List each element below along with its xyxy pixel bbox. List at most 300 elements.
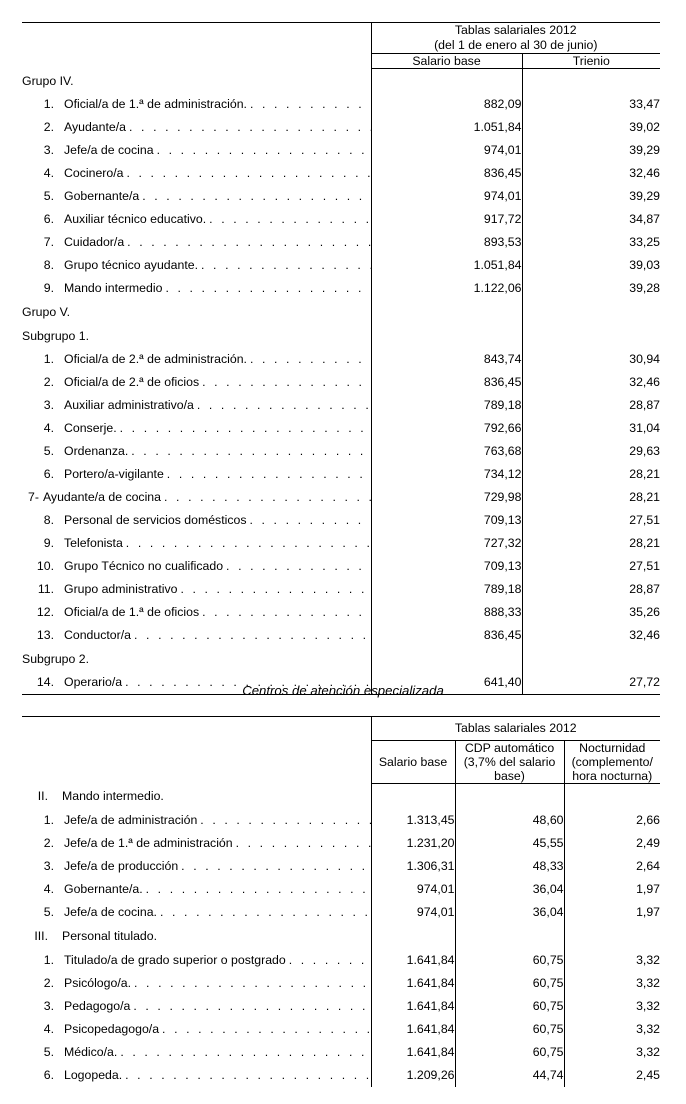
salary-table-group-iv-v (22, 22, 660, 695)
cell-salario-base: 893,53 (371, 231, 522, 254)
table2-col-cdp-line3: base) (494, 769, 525, 783)
row-index: 3. (43, 999, 54, 1013)
table1-header-period-line2: (del 1 de enero al 30 de junio) (434, 38, 598, 52)
row-label-cell (22, 417, 371, 440)
row-index: 8. (43, 258, 54, 272)
row-index: 12. (36, 605, 54, 619)
cell-salario-base: 1.313,45 (371, 809, 455, 832)
row-label-cell (22, 371, 371, 394)
row-index: 1. (43, 352, 54, 366)
row-name: Logopeda. (64, 1068, 123, 1082)
table1-col-salario-base: Salario base (371, 54, 522, 69)
cell-trienio: 35,26 (522, 601, 660, 624)
row-label-cell (22, 509, 371, 532)
row-name: Mando intermedio (64, 281, 163, 295)
row-label (22, 882, 371, 896)
row-label (22, 605, 371, 619)
cell-salario-base: 709,13 (371, 555, 522, 578)
table-row (22, 417, 660, 440)
cell-trienio: 30,94 (522, 348, 660, 371)
leader-dots (209, 212, 370, 226)
row-label-cell (22, 162, 371, 185)
row-index: 3. (43, 398, 54, 412)
row-label (22, 212, 371, 226)
cell-salario-base: 792,66 (371, 417, 522, 440)
leader-dots (134, 976, 371, 990)
section-roman-numeral: III. (34, 929, 48, 943)
row-label (22, 1022, 371, 1036)
row-name: Titulado/a de grado superior o postgrado (64, 953, 286, 967)
table-row (22, 1041, 660, 1064)
cell-salario-base: 843,74 (371, 348, 522, 371)
row-index: 1. (43, 953, 54, 967)
cell-cdp-automatico: 48,33 (455, 855, 564, 878)
section-caption-centros-atencion-especializada: Centros de atención especializada (242, 683, 444, 698)
row-index: 2. (43, 836, 54, 850)
row-index: 9. (43, 536, 54, 550)
row-index: 6. (43, 212, 54, 226)
row-label (22, 953, 371, 967)
row-label (22, 490, 371, 504)
leader-dots (146, 882, 371, 896)
table2-corner-cell (22, 717, 371, 741)
leader-dots (157, 143, 371, 157)
cell-trienio: 34,87 (522, 208, 660, 231)
cell-nocturnidad: 2,66 (564, 809, 660, 832)
section-heading-label: Personal titulado. (62, 929, 158, 943)
row-name: Psicólogo/a. (64, 976, 131, 990)
leader-dots (250, 97, 371, 111)
cell-trienio: 27,51 (522, 509, 660, 532)
row-label (22, 999, 371, 1013)
table-heading-row (22, 784, 660, 809)
table2-header (22, 717, 660, 784)
table-row (22, 116, 660, 139)
empty-cell (371, 647, 522, 671)
subgroup-heading: Subgrupo 2. (22, 651, 90, 666)
leader-dots (181, 859, 370, 873)
row-index: 5. (43, 1045, 54, 1059)
row-name: Grupo administrativo (64, 582, 178, 596)
table-row (22, 463, 660, 486)
leader-dots (120, 421, 371, 435)
row-name: Jefe/a de cocina (64, 143, 154, 157)
empty-cell (564, 924, 660, 949)
row-label-cell (22, 949, 371, 972)
row-label-cell (22, 1064, 371, 1087)
row-label (22, 467, 371, 481)
leader-dots (201, 258, 371, 272)
cell-trienio: 28,87 (522, 578, 660, 601)
row-label (22, 976, 371, 990)
table-row (22, 254, 660, 277)
cell-trienio: 27,72 (522, 671, 660, 695)
cell-trienio: 28,87 (522, 394, 660, 417)
row-label (22, 120, 371, 134)
cell-salario-base: 888,33 (371, 601, 522, 624)
leader-dots (120, 1045, 370, 1059)
cell-salario-base: 1.231,20 (371, 832, 455, 855)
table-heading-row (22, 924, 660, 949)
table1-header-period (371, 23, 660, 54)
cell-salario-base: 1.051,84 (371, 254, 522, 277)
table-heading-row (22, 647, 660, 671)
cell-salario-base: 1.122,06 (371, 277, 522, 300)
table2-col-cdp-line2: (3,7% del salario (463, 755, 556, 769)
cell-nocturnidad: 2,45 (564, 1064, 660, 1087)
leader-dots (250, 352, 371, 366)
cell-salario-base: 974,01 (371, 139, 522, 162)
leader-dots (126, 536, 371, 550)
empty-cell (371, 300, 522, 324)
row-index: 5. (43, 905, 54, 919)
cell-cdp-automatico: 60,75 (455, 949, 564, 972)
row-label-cell (22, 139, 371, 162)
table-row (22, 486, 660, 509)
row-name: Jefe/a de cocina. (64, 905, 157, 919)
cell-salario-base: 836,45 (371, 371, 522, 394)
table2-col-noct-line2: (complemento/ (571, 755, 653, 769)
empty-cell (522, 69, 660, 93)
leader-dots (197, 398, 371, 412)
leader-dots (236, 836, 371, 850)
cell-salario-base: 789,18 (371, 578, 522, 601)
cell-trienio: 39,03 (522, 254, 660, 277)
row-label-cell (22, 1041, 371, 1064)
row-name: Jefe/a de administración (64, 813, 198, 827)
leader-dots (164, 490, 371, 504)
row-label (22, 513, 371, 527)
row-index: 3. (43, 143, 54, 157)
cell-salario-base: 789,18 (371, 394, 522, 417)
cell-trienio: 31,04 (522, 417, 660, 440)
cell-trienio: 32,46 (522, 624, 660, 647)
cell-trienio: 39,29 (522, 185, 660, 208)
row-label (22, 536, 371, 550)
row-label (22, 905, 371, 919)
row-name: Personal de servicios domésticos (64, 513, 247, 527)
table1-header-row-title (22, 23, 660, 54)
cell-salario-base: 1.641,84 (371, 1018, 455, 1041)
table1-header-row-cols (22, 54, 660, 69)
row-label-cell (22, 578, 371, 601)
row-name: Jefe/a de producción (64, 859, 179, 873)
section-heading-label: Mando intermedio. (62, 789, 164, 803)
leader-dots (127, 235, 370, 249)
cell-trienio: 29,63 (522, 440, 660, 463)
cell-trienio: 32,46 (522, 162, 660, 185)
table-row (22, 555, 660, 578)
cell-salario-base: 1.641,84 (371, 995, 455, 1018)
table-row (22, 509, 660, 532)
row-name: Pedagogo/a (64, 999, 131, 1013)
row-name: Gobernante/a. (64, 882, 143, 896)
row-label (22, 258, 371, 272)
row-label (22, 352, 371, 366)
cell-trienio: 27,51 (522, 555, 660, 578)
row-label (22, 421, 371, 435)
section-roman-numeral: II. (37, 789, 48, 803)
cell-nocturnidad: 3,32 (564, 949, 660, 972)
table-row (22, 371, 660, 394)
table-row (22, 601, 660, 624)
row-index: 2. (43, 120, 54, 134)
row-index: 7- (28, 490, 39, 504)
row-label-cell (22, 878, 371, 901)
cell-salario-base: 641,40 (371, 671, 522, 695)
table-row (22, 394, 660, 417)
row-label-cell (22, 855, 371, 878)
leader-dots (202, 605, 370, 619)
row-name: Grupo técnico ayudante. (64, 258, 198, 272)
row-name: Auxiliar administrativo/a (64, 398, 194, 412)
leader-dots (125, 1068, 370, 1082)
row-index: 6. (43, 1068, 54, 1082)
cell-trienio: 39,29 (522, 139, 660, 162)
row-name: Telefonista (64, 536, 123, 550)
table2-col-salario-base: Salario base (371, 741, 455, 784)
table2-col-cdp-line1: CDP automático (464, 741, 555, 755)
cell-cdp-automatico: 48,60 (455, 809, 564, 832)
row-index: 4. (43, 421, 54, 435)
cell-salario-base: 1.641,84 (371, 949, 455, 972)
leader-dots (226, 559, 370, 573)
table2-header-row-title (22, 717, 660, 741)
row-name: Oficial/a de 2.ª de oficios (64, 375, 200, 389)
row-index: 5. (43, 444, 54, 458)
section-heading (22, 784, 371, 809)
row-index: 6. (43, 467, 54, 481)
row-index: 14. (36, 675, 54, 689)
row-name: Médico/a. (64, 1045, 118, 1059)
row-label-cell (22, 254, 371, 277)
empty-cell (522, 324, 660, 348)
leader-dots (167, 467, 371, 481)
table1-corner-cell-2 (22, 54, 371, 69)
row-name: Gobernante/a (64, 189, 140, 203)
row-label (22, 444, 371, 458)
row-index: 2. (43, 375, 54, 389)
row-label (22, 813, 371, 827)
leader-dots (249, 513, 370, 527)
cell-nocturnidad: 2,64 (564, 855, 660, 878)
leader-dots (200, 813, 370, 827)
table-row (22, 624, 660, 647)
cell-nocturnidad: 1,97 (564, 901, 660, 924)
table-row (22, 162, 660, 185)
leader-dots (134, 628, 371, 642)
cell-salario-base: 974,01 (371, 878, 455, 901)
empty-cell (522, 647, 660, 671)
table-row (22, 995, 660, 1018)
row-name: Ordenanza. (64, 444, 129, 458)
cell-cdp-automatico: 60,75 (455, 995, 564, 1018)
row-index: 10. (36, 559, 54, 573)
row-index: 1. (43, 813, 54, 827)
group-heading: Grupo IV. (22, 73, 74, 88)
cell-salario-base: 917,72 (371, 208, 522, 231)
empty-cell (455, 784, 564, 809)
table-row (22, 878, 660, 901)
table-row (22, 809, 660, 832)
cell-trienio: 28,21 (522, 532, 660, 555)
row-label-cell (22, 972, 371, 995)
row-name: Ayudante/a de cocina (42, 490, 161, 504)
row-label (22, 143, 371, 157)
table-row (22, 578, 660, 601)
row-name: Oficial/a de 1.ª de administración. (64, 97, 247, 111)
row-name: Operario/a (64, 675, 123, 689)
empty-cell (455, 924, 564, 949)
empty-cell (522, 300, 660, 324)
row-label-cell (22, 555, 371, 578)
row-label-cell (22, 809, 371, 832)
table-row (22, 832, 660, 855)
leader-dots (160, 905, 371, 919)
group-heading: Grupo V. (22, 304, 71, 319)
table-row (22, 231, 660, 254)
row-index: 11. (37, 582, 54, 596)
row-index: 2. (43, 976, 54, 990)
row-name: Conserje. (64, 421, 117, 435)
row-label-cell (22, 440, 371, 463)
row-name: Psicopedagogo/a (64, 1022, 160, 1036)
table-row (22, 901, 660, 924)
row-label (22, 1068, 371, 1082)
cell-salario-base: 727,32 (371, 532, 522, 555)
cell-cdp-automatico: 60,75 (455, 1018, 564, 1041)
row-label (22, 166, 371, 180)
cell-nocturnidad: 3,32 (564, 972, 660, 995)
subgroup-heading: Subgrupo 1. (22, 328, 90, 343)
table-row (22, 949, 660, 972)
row-index: 1. (43, 97, 54, 111)
row-label-cell (22, 93, 371, 116)
row-label (22, 582, 371, 596)
table-heading-row (22, 324, 660, 348)
table1-header (22, 23, 660, 69)
leader-dots (202, 375, 370, 389)
row-label (22, 859, 371, 873)
cell-salario-base: 1.209,26 (371, 1064, 455, 1087)
section-heading (22, 924, 371, 949)
cell-nocturnidad: 1,97 (564, 878, 660, 901)
row-name: Jefe/a de 1.ª de administración (64, 836, 233, 850)
table1-header-period-line1: Tablas salariales 2012 (454, 23, 577, 37)
empty-cell (371, 324, 522, 348)
row-label (22, 189, 371, 203)
row-label-cell (22, 624, 371, 647)
table2-header-row-cols (22, 741, 660, 784)
row-label-cell (22, 394, 371, 417)
row-label (22, 398, 371, 412)
cell-trienio: 32,46 (522, 371, 660, 394)
cell-salario-base: 763,68 (371, 440, 522, 463)
row-name: Cocinero/a (64, 166, 124, 180)
row-label-cell (22, 463, 371, 486)
cell-cdp-automatico: 60,75 (455, 972, 564, 995)
row-name: Grupo Técnico no cualificado (64, 559, 224, 573)
table-row (22, 532, 660, 555)
table-row (22, 93, 660, 116)
row-label (22, 559, 371, 573)
table2-corner-cell-2 (22, 741, 371, 784)
empty-cell (371, 924, 455, 949)
cell-trienio: 33,25 (522, 231, 660, 254)
cell-salario-base: 882,09 (371, 93, 522, 116)
row-index: 5. (43, 189, 54, 203)
table1-body (22, 69, 660, 695)
cell-trienio: 39,02 (522, 116, 660, 139)
table2-body (22, 784, 660, 1087)
row-label-cell (22, 208, 371, 231)
table-row (22, 277, 660, 300)
table2-header-tablas-salariales: Tablas salariales 2012 (371, 717, 660, 741)
row-index: 9. (43, 281, 54, 295)
cell-cdp-automatico: 44,74 (455, 1064, 564, 1087)
leader-dots (165, 281, 370, 295)
table2-col-noct-line3: hora nocturna) (572, 769, 653, 783)
cell-salario-base: 1.641,84 (371, 1041, 455, 1064)
row-index: 8. (43, 513, 54, 527)
row-label (22, 836, 371, 850)
row-label-cell (22, 901, 371, 924)
cell-salario-base: 1.641,84 (371, 972, 455, 995)
cell-nocturnidad: 3,32 (564, 1018, 660, 1041)
row-label-cell (22, 995, 371, 1018)
table1-corner-cell (22, 23, 371, 54)
table2-col-cdp-automatico (455, 741, 564, 784)
row-index: 13. (36, 628, 54, 642)
row-label-cell (22, 532, 371, 555)
cell-trienio: 39,28 (522, 277, 660, 300)
leader-dots (129, 120, 371, 134)
row-name: Ayudante/a (64, 120, 126, 134)
table2-col-noct-line1: Nocturnidad (579, 741, 646, 755)
cell-nocturnidad: 3,32 (564, 995, 660, 1018)
table-row (22, 185, 660, 208)
row-name: Oficial/a de 2.ª de administración. (64, 352, 247, 366)
leader-dots (131, 444, 370, 458)
cell-salario-base: 734,12 (371, 463, 522, 486)
table-row (22, 440, 660, 463)
row-name: Conductor/a (64, 628, 131, 642)
cell-trienio: 28,21 (522, 486, 660, 509)
row-label-cell (22, 277, 371, 300)
cell-cdp-automatico: 36,04 (455, 878, 564, 901)
table-row (22, 348, 660, 371)
cell-trienio: 33,47 (522, 93, 660, 116)
row-label (22, 235, 371, 249)
cell-salario-base: 974,01 (371, 185, 522, 208)
row-name: Auxiliar técnico educativo. (64, 212, 207, 226)
leader-dots (133, 999, 370, 1013)
table-row (22, 139, 660, 162)
row-label-cell (22, 116, 371, 139)
row-name: Portero/a-vigilante (64, 467, 164, 481)
cell-cdp-automatico: 45,55 (455, 832, 564, 855)
row-label-cell (22, 486, 371, 509)
table-heading-row (22, 69, 660, 93)
row-label-cell (22, 832, 371, 855)
row-label (22, 375, 371, 389)
cell-salario-base: 836,45 (371, 162, 522, 185)
table-row (22, 972, 660, 995)
salary-table-centros-especializada (22, 716, 660, 1087)
table-row (22, 1064, 660, 1087)
row-name: Cuidador/a (64, 235, 125, 249)
row-label (22, 628, 371, 642)
